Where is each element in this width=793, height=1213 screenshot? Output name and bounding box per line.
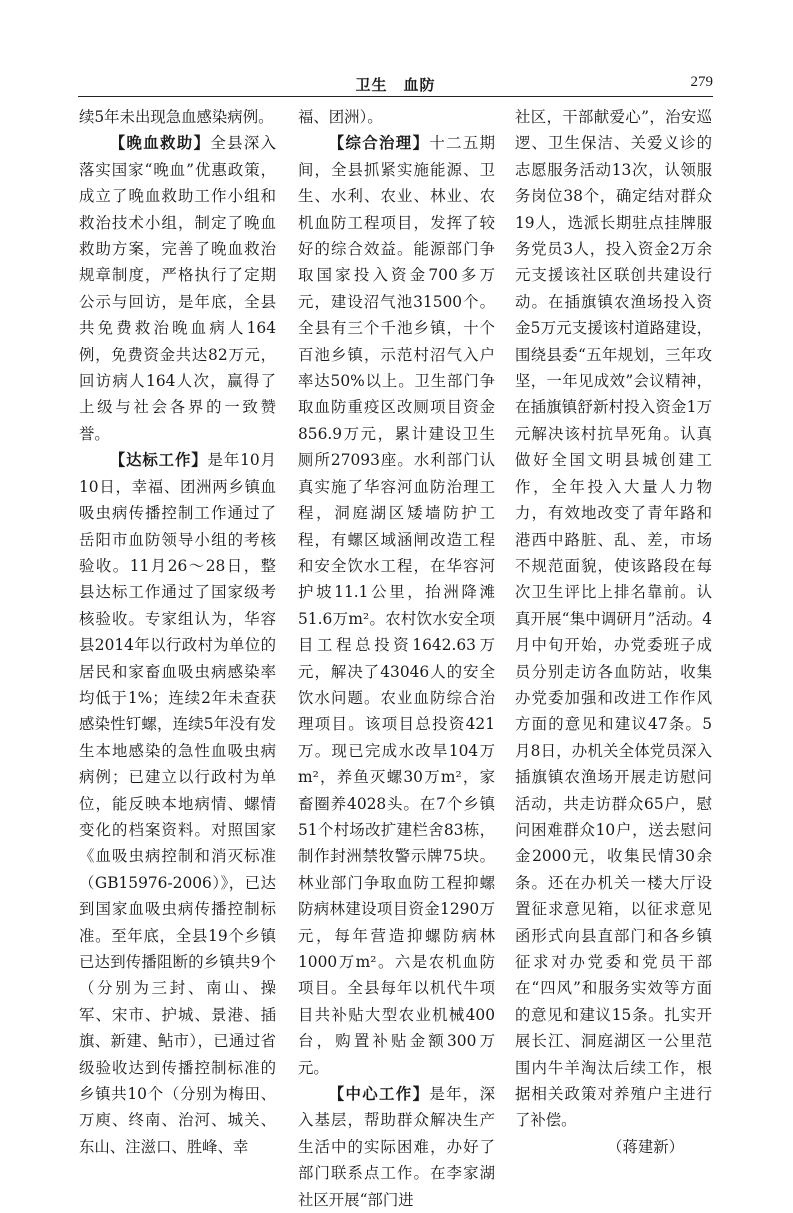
paragraph-comprehensive: 【综合治理】十二五期间，全县抓紧实施能源、卫生、水利、农业、林业、农机血防工程项目，发挥了较好的综合效益。能源部门争取国家投入资金700多万元，建设沼气池31500个。全县有三个千池乡镇，十个百池乡镇，示范村沼气入户率达50%以上。卫生部门争取血防重疫区改厕项目资金856.9万元，累计建设卫生厕所27093座。水利部门认真实施了华容河血防治理工程，洞庭湖区矮墙防护工程，有螺区域涵闸改造工程和安全饮水工程，在华容河护坡11.1公里，抬洲降滩51.6万m²。农村饮水安全项目工程总投资1642.63万元，解决了43046人的安全饮水问题。农业血防综合治理项目。该项目总投资421万。现已完成水改旱104万m²，养鱼灭螺30万m²，家畜圈养4028头。在7个乡镇51个村场改扩建栏舍83栋，制作封洲禁牧警示牌75块。林业部门争取血防工程抑螺防病林建设项目资金1290万元，每年营造抑螺防病林1000万m²。六是农机血防项目。全县每年以机代牛项目共补贴大型农业机械400台，购置补贴金额300万元。 (298, 134, 495, 1077)
paragraph: 续5年未出现急血感染病例。 (79, 108, 274, 126)
paragraph: 社区，干部献爱心”，治安巡逻、卫生保洁、关爱义诊的志愿服务活动13次，认领服务岗位38个，确定结对群众19人，选派长期驻点挂牌服务党员3人，投入资金2万余元支援该社区联创共建设行动。在插旗镇农渔场投入资金5万元支援该村道路建设，围绕县委“五年规划，三年攻坚，一年见成效”会议精神，在插旗镇舒新村投入资金1万元解决该村抗旱死角。认真做好全国文明县城创建工作，全年投入大量人力物力，有效地改变了青年路和港西中路脏、乱、差，市场不规范面貌，使该路段在每次卫生评比上排名靠前。认真开展“集中调研月”活动。4月中旬开始，办党委班子成员分别走访各血防站，收集办党委加强和改进工作作风方面的意见和建议47条。5月8日，办机关全体党员深入插旗镇农渔场开展走访慰问活动，共走访群众65户，慰问困难群众10户，送去慰问金2000元，收集民情30余条。还在办机关一楼大厅设置征求意见箱，以征求意见函形式向县直部门和各乡镇征求对办党委和党员干部在“四风”和服务实效等方面的意见和建议15条。扎实开展长江、洞庭湖区一公里范围内牛羊淘汰后续工作，根据相关政策对养殖户主进行了补偿。 (515, 108, 712, 1130)
running-header (78, 72, 713, 97)
text-column-1 (79, 104, 276, 1160)
section-keyword: 【达标工作】 (109, 451, 208, 470)
paragraph-standard: 【达标工作】是年10月10日，幸福、团洲两乡镇血吸虫病传播控制工作通过了岳阳市血防领导小组的考核验收。11月26～28日，整县达标工作通过了国家级考核验收。专家组认为，华容县2014年以行政村为单位的居民和家畜血吸虫病感染率均低于1%；连续2年未查获感染性钉螺，连续5年没有发生本地感染的急性血吸虫病病例；已建立以行政村为单位，能反映本地病情、螺情变化的档案资料。对照国家《血吸虫病控制和消灭标准（GB15976-2006）》，已达到国家血吸虫病传播控制标准。至年底，全县19个乡镇已达到传播阻断的乡镇共9个（分别为三封、南山、操军、宋市、护城、景港、插旗、新建、鲇市），已通过省级验收达到传播控制标准的乡镇共10个（分别为梅田、万庾、终南、治河、城关、东山、注滋口、胜峰、幸 (79, 451, 276, 1156)
author-signature: （蒋建新） (607, 1137, 684, 1156)
section-title: 卫生 血防 (355, 76, 436, 94)
section-keyword: 【综合治理】 (328, 134, 430, 153)
text-column-3 (515, 104, 712, 1160)
paragraph-central-work: 【中心工作】是年，深入基层，帮助群众解决生产生活中的实际困难，办好了部门联系点工作。在李家湖社区开展“部门进 (298, 1085, 495, 1209)
text-column-2 (298, 104, 495, 1213)
paragraph-rescue: 【晚血救助】全县深入落实国家“晚血”优惠政策，成立了晚血救助工作小组和救治技术小组，制定了晚血救助方案，完善了晚血救治规章制度，严格执行了定期公示与回访，是年底，全县共免费救治晚血病人164例，免费资金共达82万元，回访病人164人次，赢得了上级与社会各界的一致赞誉。 (79, 134, 276, 443)
section-keyword: 【晚血救助】 (109, 134, 211, 153)
section-keyword: 【中心工作】 (328, 1085, 430, 1104)
paragraph: 福、团洲）。 (298, 108, 383, 126)
page-number: 279 (690, 74, 713, 90)
